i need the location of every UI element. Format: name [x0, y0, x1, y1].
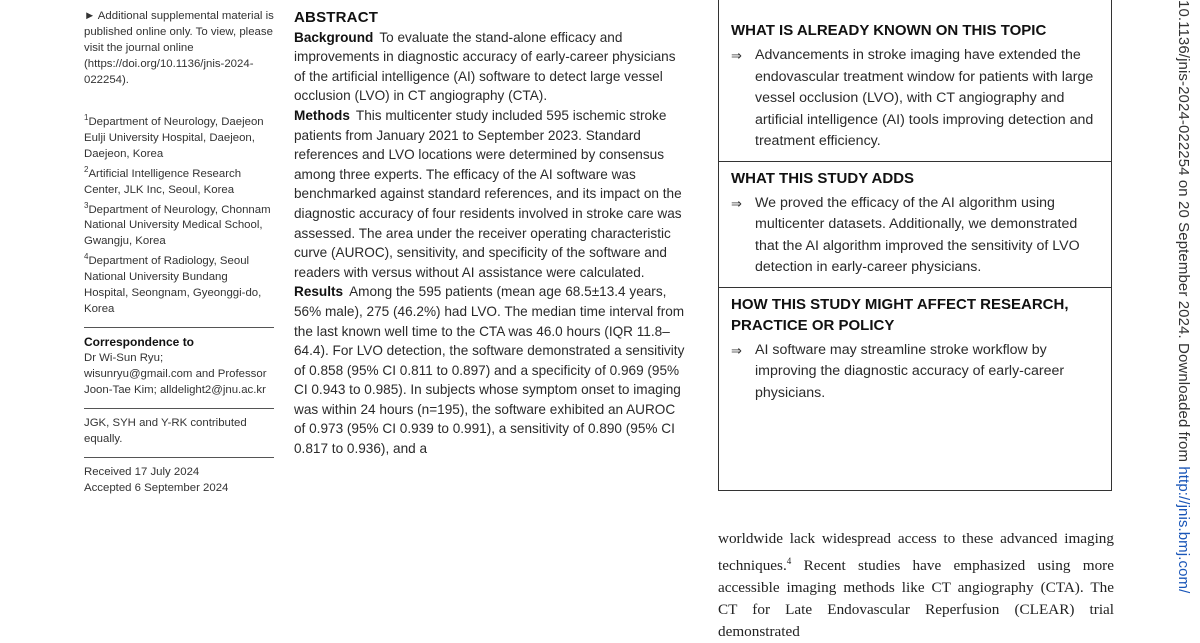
- known-heading: WHAT IS ALREADY KNOWN ON THIS TOPIC: [731, 22, 1047, 39]
- affiliation-text: Department of Radiology, Seoul National University Bundang Hospital, Seongnam, Gyeonggi-do, Korea: [84, 255, 262, 316]
- affiliation-2: [84, 162, 274, 198]
- abstract-background: [294, 28, 688, 106]
- journal-link[interactable]: http://jnis.bmj.com/: [1175, 466, 1192, 594]
- section-heading: Results: [294, 284, 344, 300]
- body-text: [718, 528, 1114, 643]
- reference-marker[interactable]: 4: [786, 556, 792, 566]
- affiliation-1: [84, 110, 274, 162]
- abstract: [294, 8, 688, 459]
- correspondence-title: Correspondence to: [84, 335, 195, 350]
- affiliation-number: 2: [84, 164, 89, 174]
- abstract-methods: [294, 106, 688, 282]
- affiliation-number: 4: [84, 252, 89, 262]
- adds-item: [719, 189, 1111, 279]
- sidebar-divider: [84, 327, 274, 328]
- key-messages-box: [718, 0, 1112, 491]
- article-sidebar: [84, 8, 274, 496]
- known-item: [719, 41, 1111, 153]
- section-text: Among the 595 patients (mean age 68.5±13.4 years, 56% male), 275 (46.2%) had LVO. The median time interval from the last known well time to the CTA was 46.0 hours (IQR 11.8–64.4). For LVO detection, the software demonstrated a sensitivity of 0.858 (95% CI 0.811 to 0.897) and a specificity of 0.969 (95% CI 0.943 to 0.985). In subjects whose symptom onset to imaging was within 24 hours (n=195), the software exhibited an AUROC of 0.973 (95% CI 0.939 to 0.991), a sensitivity of 0.890 (95% CI 0.817 to 0.936), and a: [294, 284, 685, 457]
- sidebar-divider: [84, 457, 274, 458]
- abstract-title: ABSTRACT: [294, 9, 379, 26]
- body-text-part1: worldwide lack widespread access to these advanced imaging techniques.: [718, 530, 1114, 575]
- affiliation-text: Department of Neurology, Daejeon Eulji University Hospital, Daejeon, Daejeon, Korea: [84, 115, 264, 160]
- vertical-text: [1175, 0, 1192, 593]
- affiliation-number: 1: [84, 113, 89, 122]
- box-divider: [719, 287, 1111, 288]
- vertical-download-strip: [1158, 0, 1194, 630]
- contribution-note: JGK, SYH and Y-RK contributed equally.: [84, 417, 247, 446]
- affiliation-4: [84, 249, 274, 317]
- correspondence-text[interactable]: Dr Wi-Sun Ryu; wisunryu@gmail.com and Professor Joon-Tae Kim; alldelight2@jnu.ac.kr: [84, 352, 267, 397]
- affiliation-number: 3: [84, 200, 89, 210]
- arrow-icon: ⇒: [731, 195, 742, 211]
- sidebar-divider: [84, 408, 274, 409]
- affect-text: AI software may streamline stroke workflow by improving the diagnostic accuracy of early-career physicians.: [755, 341, 1065, 401]
- adds-text: We proved the efficacy of the AI algorithm using multicenter datasets. Additionally, we demonstrated that the AI algorithm improved the sensitivity of LVO detection in early-career physicians.: [755, 194, 1080, 275]
- affect-heading: HOW THIS STUDY MIGHT AFFECT RESEARCH, PRACTICE OR POLICY: [731, 295, 1069, 334]
- body-text-part2: Recent studies have emphasized using more accessible imaging methods like CT angiography (CTA). The CT for Late Endovascular Reperfusion (CLEAR) trial demonstrated: [718, 557, 1114, 641]
- box-divider: [719, 161, 1111, 162]
- supplemental-note: ► Additional supplemental material is published online only. To view, please visit the journal online (https://doi.org/10.1136/jnis-2024-022254).: [84, 10, 274, 86]
- affect-item: [719, 336, 1111, 405]
- affiliation-3: [84, 198, 274, 250]
- section-heading: Background: [294, 29, 374, 45]
- section-text: This multicenter study included 595 ischemic stroke patients from January 2021 to September 2023. Standard references and LVO locations were determined by consensus among three experts. The efficacy of the AI software was benchmarked against standard references, and its impact on the diagnostic accuracy of four residents involved in stroke care was assessed. The area under the receiver operating characteristic curve (AUROC), sensitivity, and specificity of the software and readers with versus without AI assistance were calculated.: [294, 107, 682, 280]
- arrow-icon: ⇒: [731, 342, 742, 358]
- adds-heading: WHAT THIS STUDY ADDS: [731, 169, 915, 187]
- arrow-icon: ⇒: [731, 48, 742, 63]
- section-text: To evaluate the stand-alone efficacy and improvements in diagnostic accuracy of early-career physicians of the artificial intelligence (AI) software to detect large vessel occlusion (LVO) in CT angiography (CTA).: [294, 29, 676, 104]
- affiliation-text: Artificial Intelligence Research Center, JLK Inc, Seoul, Korea: [84, 167, 242, 196]
- affiliations: [84, 110, 274, 317]
- vertical-doi-text: 10.1136/jnis-2024-022254 on 20 September 2024. Downloaded from: [1175, 0, 1192, 467]
- section-heading: Methods: [294, 107, 350, 123]
- received-date: Received 17 July 2024: [84, 466, 200, 479]
- abstract-results: [294, 282, 688, 458]
- affiliation-text: Department of Neurology, Chonnam National University Medical School, Gwangju, Korea: [84, 203, 271, 248]
- accepted-date: Accepted 6 September 2024: [84, 482, 229, 495]
- known-text: Advancements in stroke imaging have extended the endovascular treatment window for patients with large vessel occlusion (LVO), with CT angiography and artificial intelligence (AI) tools improving detection and treatment efficiency.: [755, 47, 1094, 149]
